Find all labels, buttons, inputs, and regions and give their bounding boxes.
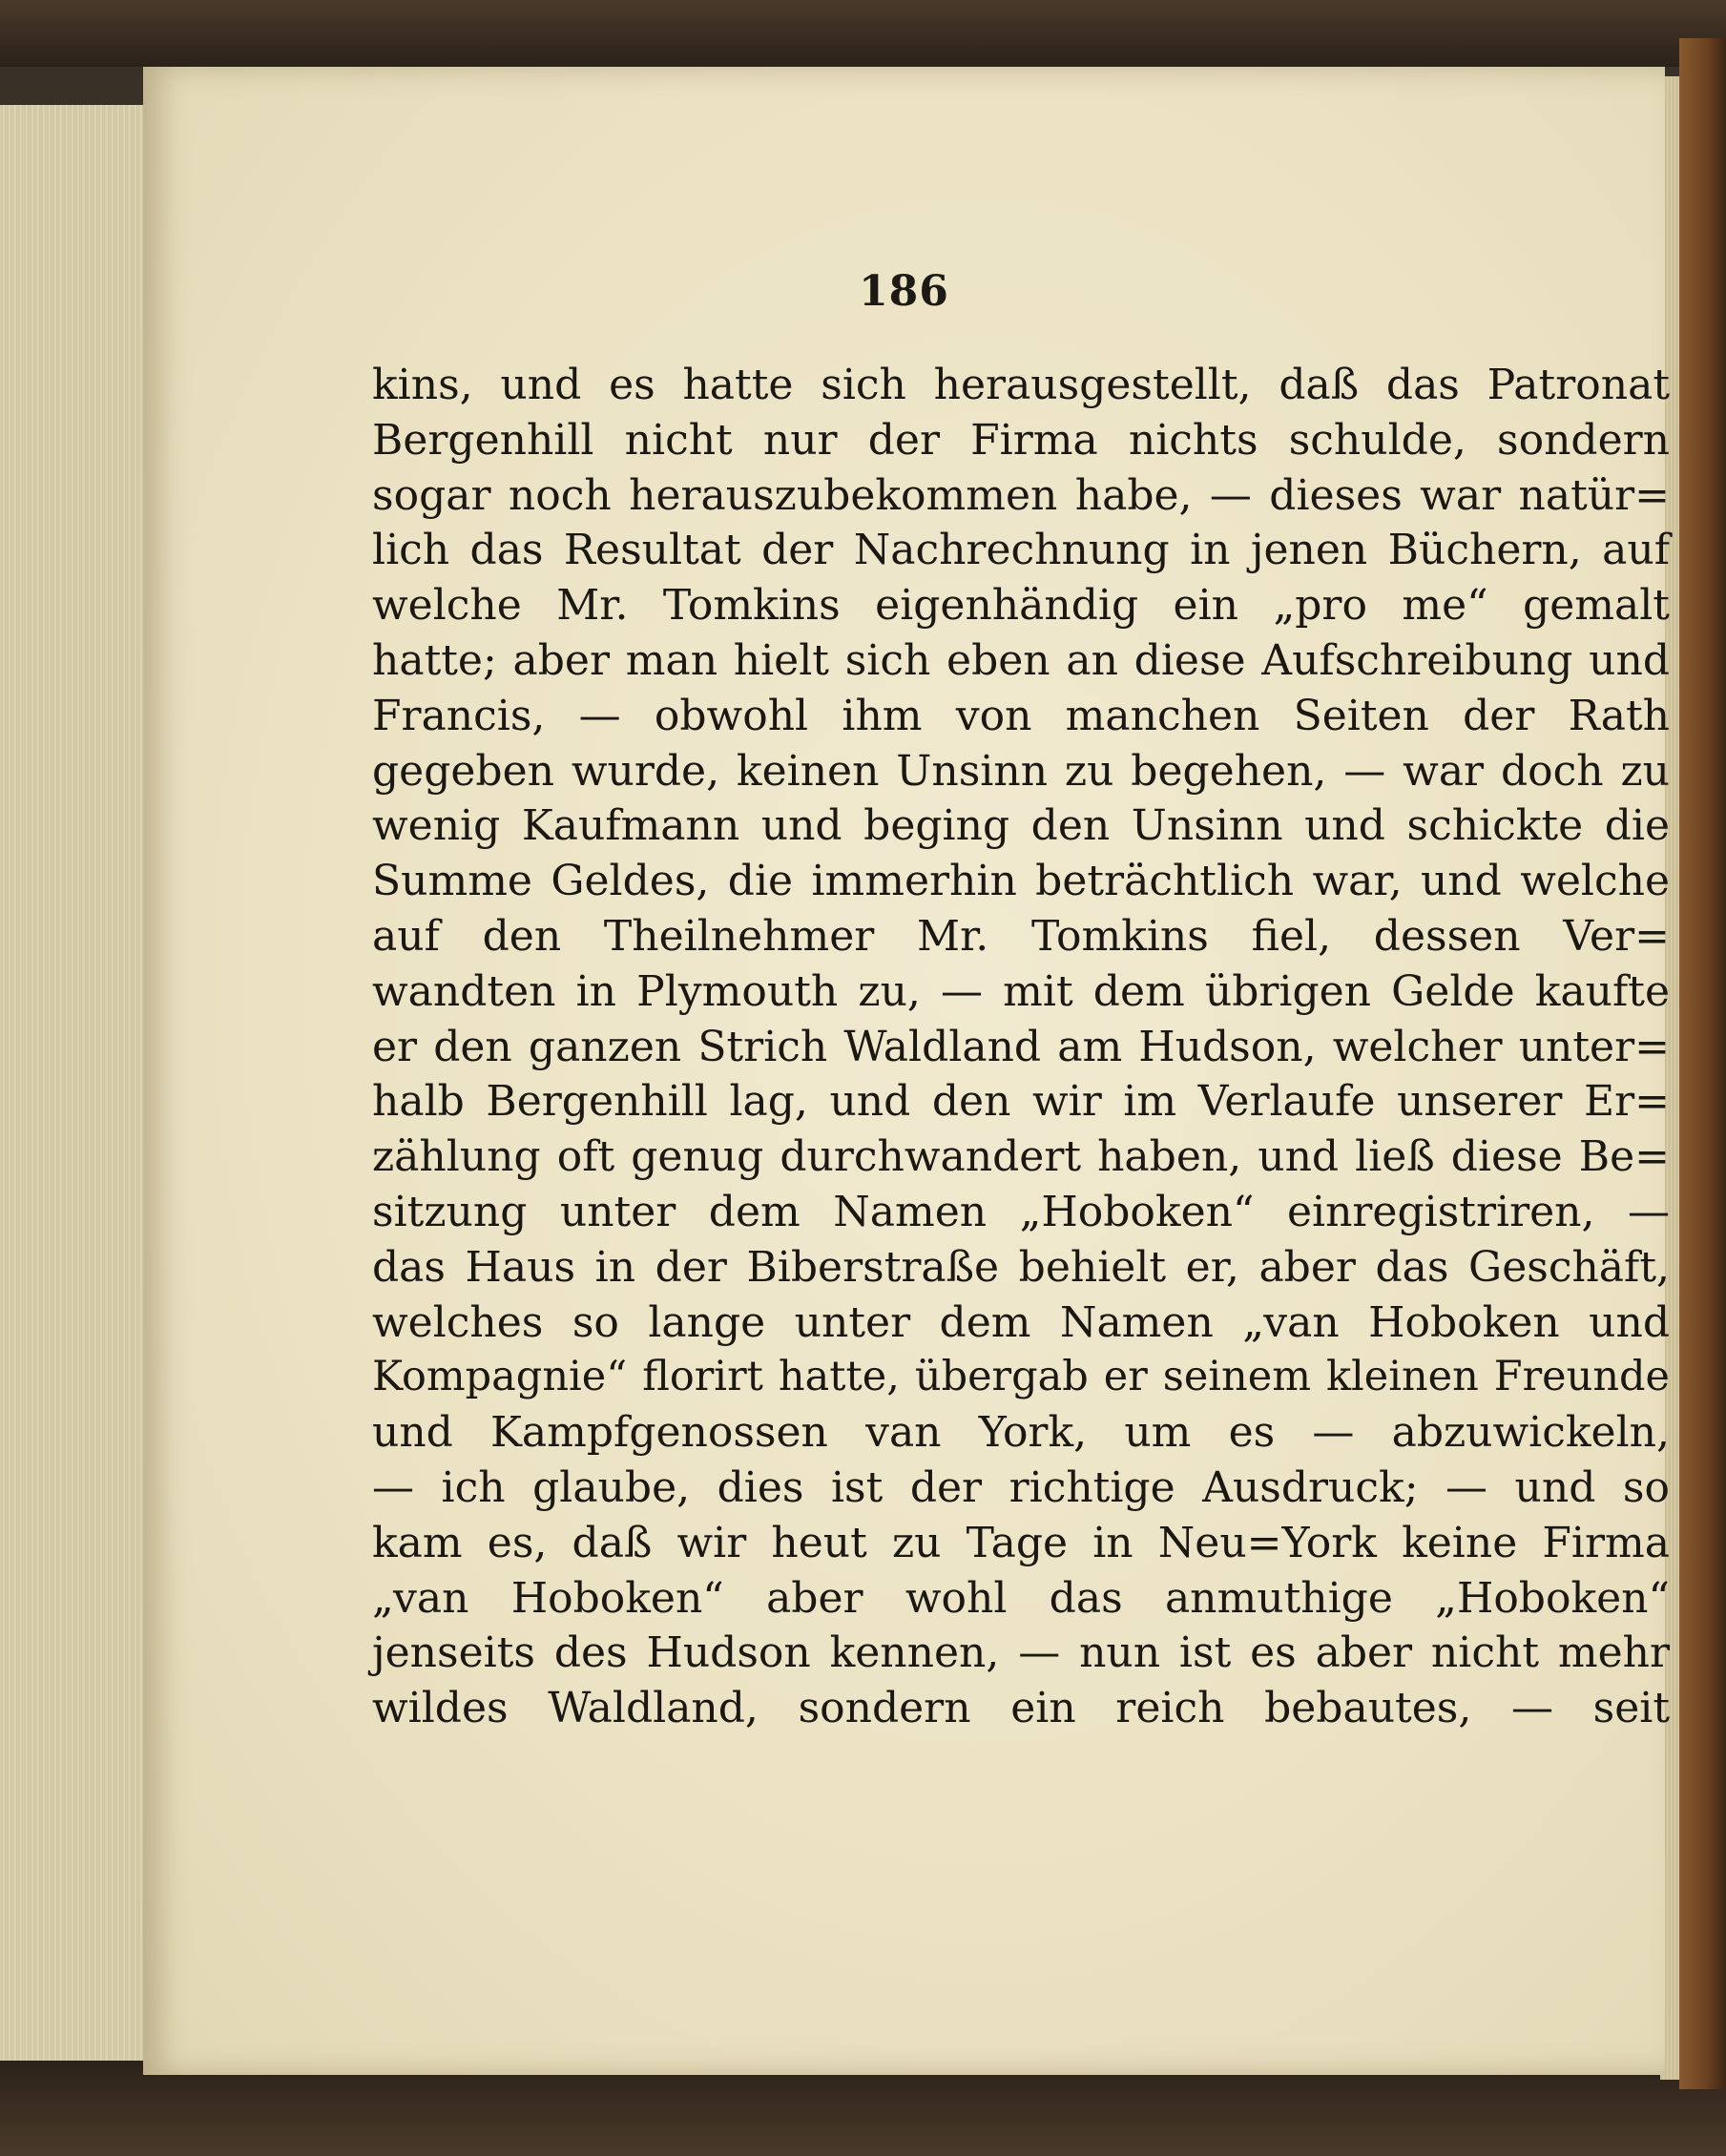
text-line: Bergenhill nicht nur der Firma nichts schulde, sondern [372, 415, 1670, 465]
text-line: wandten in Plymouth zu, — mit dem übrigen Gelde kaufte [372, 966, 1670, 1016]
page-fore-edge-left [0, 105, 155, 2061]
text-line: Kompagnie“ florirt hatte, übergab er seinem kleinen Freunde [372, 1353, 1670, 1401]
text-line: jenseits des Hudson kennen, — nun ist es aber nicht mehr [372, 1628, 1670, 1678]
text-line: auf den Theilnehmer Mr. Tomkins fiel, dessen Ver= [372, 911, 1670, 961]
text-line: sitzung unter dem Namen „Hoboken“ einregistriren, — [372, 1187, 1670, 1236]
text-line: welche Mr. Tomkins eigenhändig ein „pro me“ gemalt [372, 581, 1670, 631]
text-line: und Kampfgenossen van York, um es — abzuwickeln, [372, 1408, 1670, 1458]
text-line: lich das Resultat der Nachrechnung in jenen Büchern, auf [372, 526, 1670, 575]
text-line: halb Bergenhill lag, und den wir im Verlaufe unserer Er= [372, 1077, 1670, 1127]
text-line: wildes Waldland, sondern ein reich bebautes, — seit [372, 1684, 1670, 1733]
body-text [372, 358, 1670, 1736]
text-line: gegeben wurde, keinen Unsinn zu begehen, — war doch zu [372, 746, 1670, 796]
book-cover-right-edge [1679, 38, 1726, 2089]
book-cover-bottom-edge [0, 2061, 1726, 2156]
text-line: das Haus in der Biberstraße behielt er, aber das Geschäft, [372, 1242, 1670, 1292]
text-line: sogar noch herauszubekommen habe, — dieses war natür= [372, 470, 1670, 520]
text-line: hatte; aber man hielt sich eben an diese Aufschreibung und [372, 635, 1670, 685]
text-line: — ich glaube, dies ist der richtige Ausdruck; — und so [372, 1462, 1670, 1512]
text-line: kins, und es hatte sich herausgestellt, daß das Patronat [372, 361, 1670, 409]
text-line: „van Hoboken“ aber wohl das anmuthige „Hoboken“ [372, 1573, 1670, 1623]
text-line: Francis, — obwohl ihm von manchen Seiten der Rath [372, 691, 1670, 740]
text-line: wenig Kaufmann und beging den Unsinn und schickte die [372, 801, 1670, 851]
page-number: 186 [859, 267, 949, 316]
text-line: Summe Geldes, die immerhin beträchtlich war, und welche [372, 857, 1670, 906]
text-line: welches so lange unter dem Namen „van Hoboken und [372, 1297, 1670, 1347]
text-line: zählung oft genug durchwandert haben, und ließ diese Be= [372, 1132, 1670, 1182]
text-line: er den ganzen Strich Waldland am Hudson, welcher unter= [372, 1022, 1670, 1071]
book-cover-top-edge [0, 0, 1726, 67]
book-page [143, 67, 1670, 2075]
text-line: kam es, daß wir heut zu Tage in Neu=York keine Firma [372, 1518, 1670, 1567]
